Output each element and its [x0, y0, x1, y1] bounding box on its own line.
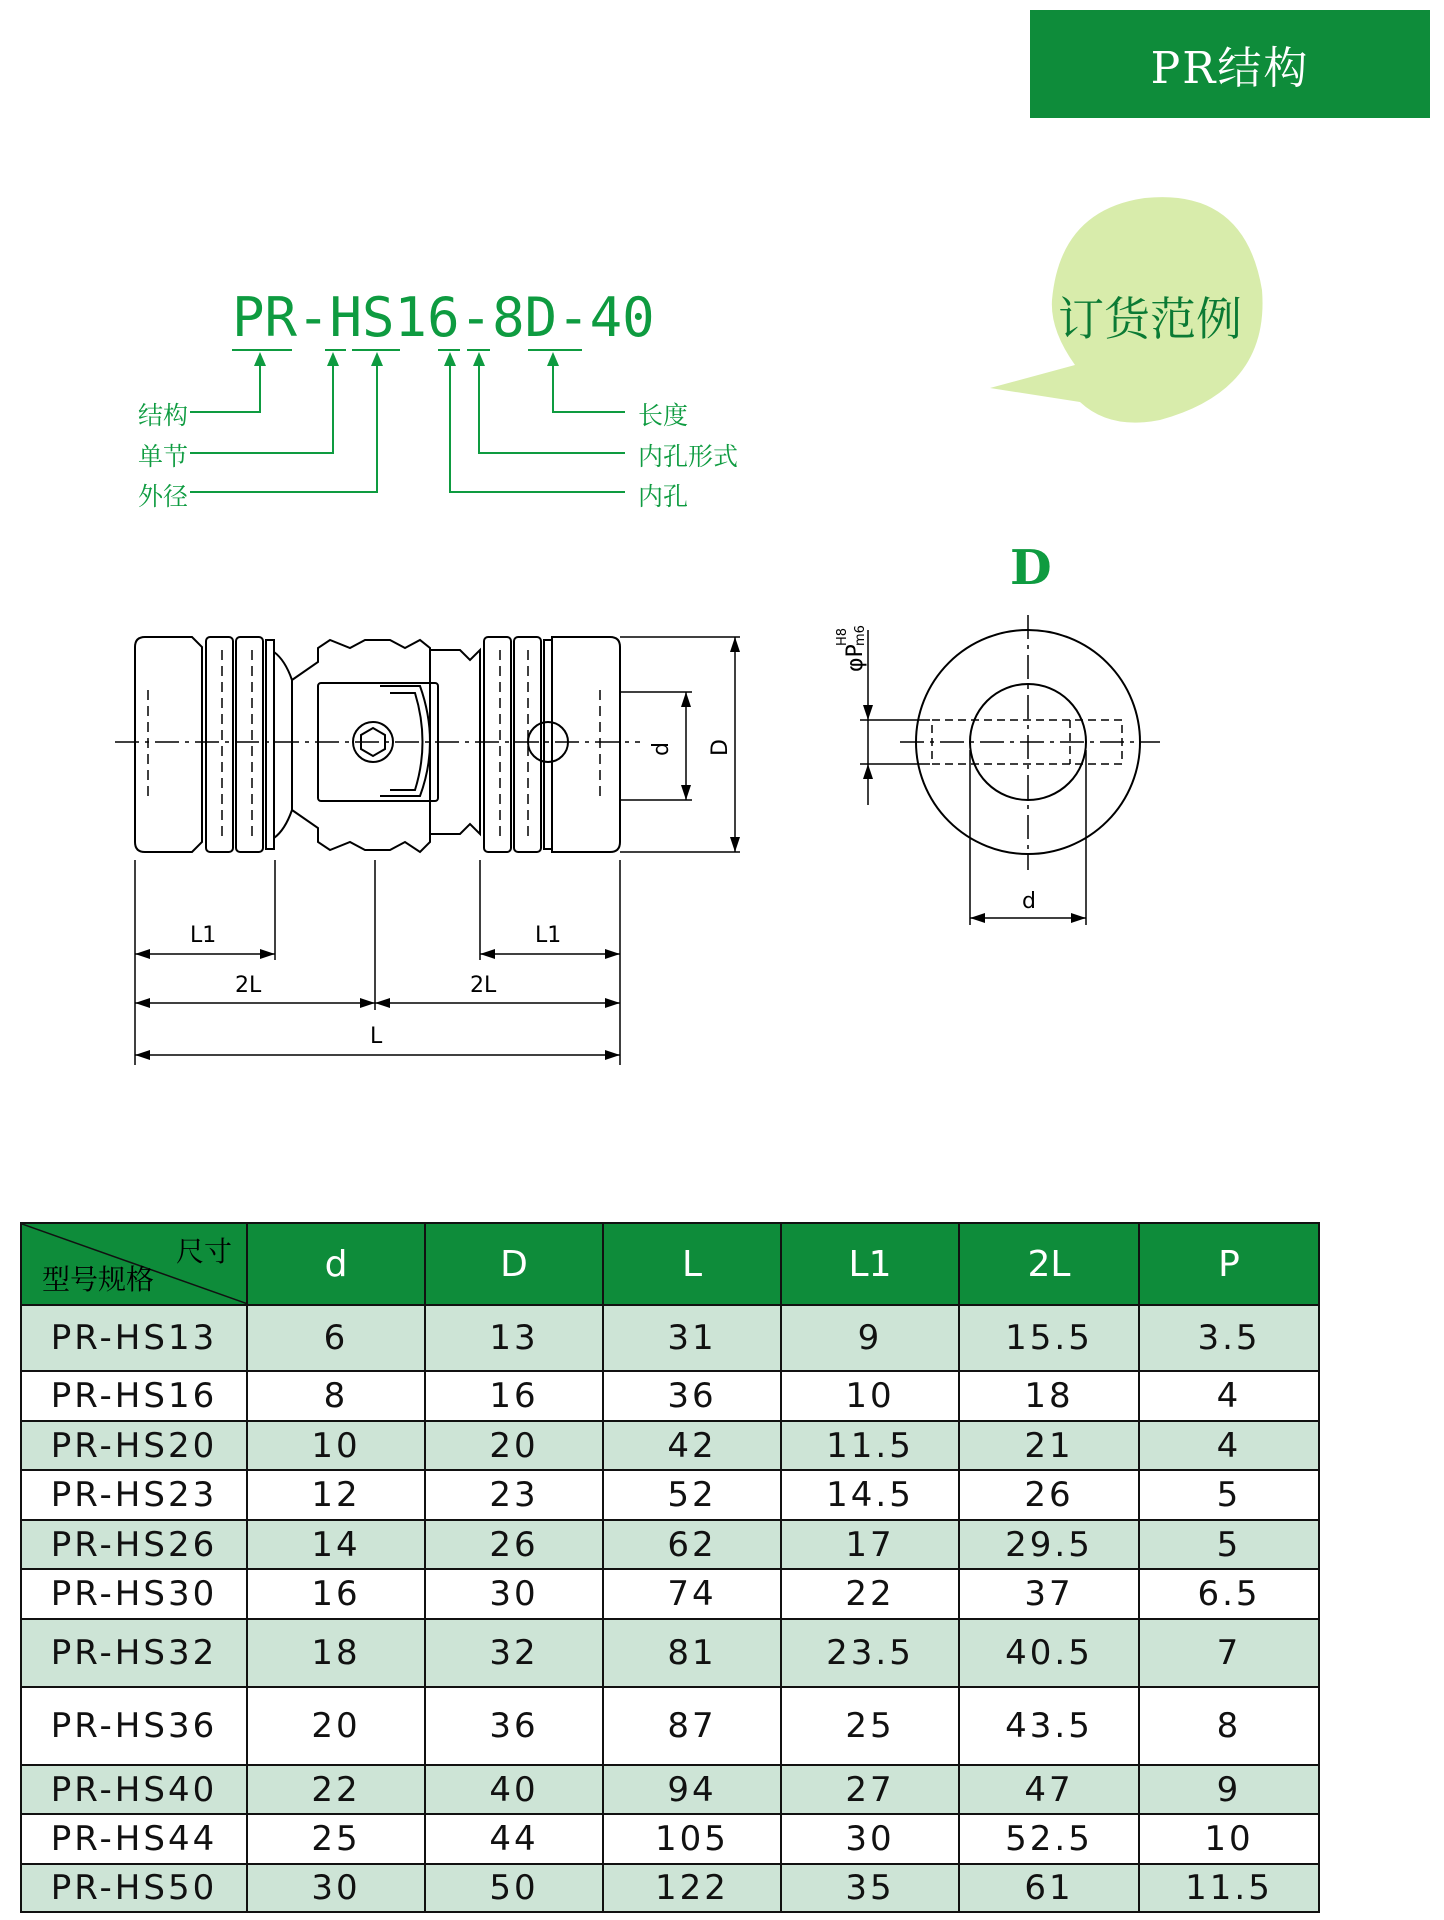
value-cell: 29.5 [959, 1520, 1139, 1569]
column-header: L [603, 1223, 781, 1305]
column-header: D [425, 1223, 603, 1305]
table-row [21, 1765, 1319, 1814]
dim-L1-right: L1 [535, 923, 562, 948]
value-cell: 14.5 [781, 1470, 959, 1520]
value-cell: 40 [425, 1765, 603, 1814]
dim-L1-left: L1 [190, 923, 217, 948]
value-cell: 10 [247, 1421, 425, 1470]
value-cell: 32 [425, 1619, 603, 1687]
value-cell: 30 [425, 1569, 603, 1619]
model-cell: PR-HS36 [21, 1687, 247, 1765]
value-cell: 61 [959, 1864, 1139, 1912]
value-cell: 40.5 [959, 1619, 1139, 1687]
value-cell: 23.5 [781, 1619, 959, 1687]
value-cell: 47 [959, 1765, 1139, 1814]
table-row [21, 1305, 1319, 1371]
value-cell: 7 [1139, 1619, 1319, 1687]
spec-table [20, 1222, 1320, 1913]
value-cell: 15.5 [959, 1305, 1139, 1371]
annotation-bore-type: 内孔形式 [638, 442, 739, 471]
value-cell: 25 [247, 1814, 425, 1864]
dim-2L-right: 2L [470, 973, 497, 998]
value-cell: 26 [425, 1520, 603, 1569]
column-header: 2L [959, 1223, 1139, 1305]
model-cell: PR-HS16 [21, 1371, 247, 1421]
value-cell: 18 [247, 1619, 425, 1687]
column-header: P [1139, 1223, 1319, 1305]
value-cell: 87 [603, 1687, 781, 1765]
value-cell: 10 [781, 1371, 959, 1421]
value-cell: 4 [1139, 1371, 1319, 1421]
corner-size-label: 尺寸 [175, 1235, 232, 1268]
value-cell: 62 [603, 1520, 781, 1569]
value-cell: 20 [247, 1687, 425, 1765]
value-cell: 6.5 [1139, 1569, 1319, 1619]
value-cell: 17 [781, 1520, 959, 1569]
value-cell: 25 [781, 1687, 959, 1765]
value-cell: 21 [959, 1421, 1139, 1470]
value-cell: 23 [425, 1470, 603, 1520]
value-cell: 30 [247, 1864, 425, 1912]
value-cell: 14 [247, 1520, 425, 1569]
dim-L: L [370, 1024, 383, 1049]
value-cell: 44 [425, 1814, 603, 1864]
annotation-structure: 结构 [138, 401, 189, 430]
value-cell: 43.5 [959, 1687, 1139, 1765]
table-row [21, 1470, 1319, 1520]
value-cell: 35 [781, 1864, 959, 1912]
value-cell: 20 [425, 1421, 603, 1470]
value-cell: 8 [1139, 1687, 1319, 1765]
value-cell: 94 [603, 1765, 781, 1814]
value-cell: 50 [425, 1864, 603, 1912]
value-cell: 11.5 [781, 1421, 959, 1470]
model-cell: PR-HS26 [21, 1520, 247, 1569]
table-row [21, 1619, 1319, 1687]
value-cell: 36 [603, 1371, 781, 1421]
value-cell: 3.5 [1139, 1305, 1319, 1371]
value-cell: 22 [781, 1569, 959, 1619]
value-cell: 12 [247, 1470, 425, 1520]
value-cell: 4 [1139, 1421, 1319, 1470]
model-cell: PR-HS20 [21, 1421, 247, 1470]
value-cell: 16 [247, 1569, 425, 1619]
annotation-single: 单节 [138, 442, 189, 471]
value-cell: 52 [603, 1470, 781, 1520]
value-cell: 105 [603, 1814, 781, 1864]
value-cell: 22 [247, 1765, 425, 1814]
table-corner-header [21, 1223, 247, 1305]
value-cell: 5 [1139, 1470, 1319, 1520]
table-row [21, 1814, 1319, 1864]
value-cell: 18 [959, 1371, 1139, 1421]
value-cell: 31 [603, 1305, 781, 1371]
svg-text:m6: m6 [853, 625, 868, 646]
column-header: L1 [781, 1223, 959, 1305]
table-row [21, 1687, 1319, 1765]
dim-D-label: D [708, 739, 733, 756]
value-cell: 74 [603, 1569, 781, 1619]
annotation-bore: 内孔 [638, 482, 689, 511]
value-cell: 122 [603, 1864, 781, 1912]
table-row [21, 1864, 1319, 1912]
value-cell: 52.5 [959, 1814, 1139, 1864]
svg-text:φP: φP [843, 644, 868, 672]
model-cell: PR-HS44 [21, 1814, 247, 1864]
column-header: d [247, 1223, 425, 1305]
order-code: PR-HS16-8D-40 [232, 286, 655, 349]
table-row [21, 1520, 1319, 1569]
value-cell: 9 [1139, 1765, 1319, 1814]
model-cell: PR-HS30 [21, 1569, 247, 1619]
value-cell: 13 [425, 1305, 603, 1371]
model-cell: PR-HS13 [21, 1305, 247, 1371]
annotation-length: 长度 [638, 401, 689, 430]
table-row [21, 1421, 1319, 1470]
order-example-label: 订货范例 [1058, 292, 1242, 346]
value-cell: 6 [247, 1305, 425, 1371]
value-cell: 16 [425, 1371, 603, 1421]
value-cell: 81 [603, 1619, 781, 1687]
table-row [21, 1569, 1319, 1619]
dim-d-endview: d [1022, 889, 1036, 914]
corner-model-label: 型号规格 [42, 1263, 155, 1296]
value-cell: 37 [959, 1569, 1139, 1619]
table-row [21, 1371, 1319, 1421]
value-cell: 42 [603, 1421, 781, 1470]
annotation-outer-diameter: 外径 [138, 482, 189, 511]
value-cell: 27 [781, 1765, 959, 1814]
section-label: D [1010, 540, 1052, 596]
dim-phiP-label [835, 625, 868, 672]
model-cell: PR-HS23 [21, 1470, 247, 1520]
value-cell: 30 [781, 1814, 959, 1864]
model-cell: PR-HS32 [21, 1619, 247, 1687]
svg-text:H8: H8 [835, 627, 850, 646]
value-cell: 5 [1139, 1520, 1319, 1569]
model-cell: PR-HS40 [21, 1765, 247, 1814]
value-cell: 10 [1139, 1814, 1319, 1864]
dim-d-label: d [649, 742, 674, 756]
value-cell: 26 [959, 1470, 1139, 1520]
dim-2L-left: 2L [235, 973, 262, 998]
table-header-row [21, 1223, 1319, 1305]
value-cell: 11.5 [1139, 1864, 1319, 1912]
value-cell: 9 [781, 1305, 959, 1371]
value-cell: 36 [425, 1687, 603, 1765]
model-cell: PR-HS50 [21, 1864, 247, 1912]
value-cell: 8 [247, 1371, 425, 1421]
page-title: PR结构 [1030, 10, 1430, 118]
